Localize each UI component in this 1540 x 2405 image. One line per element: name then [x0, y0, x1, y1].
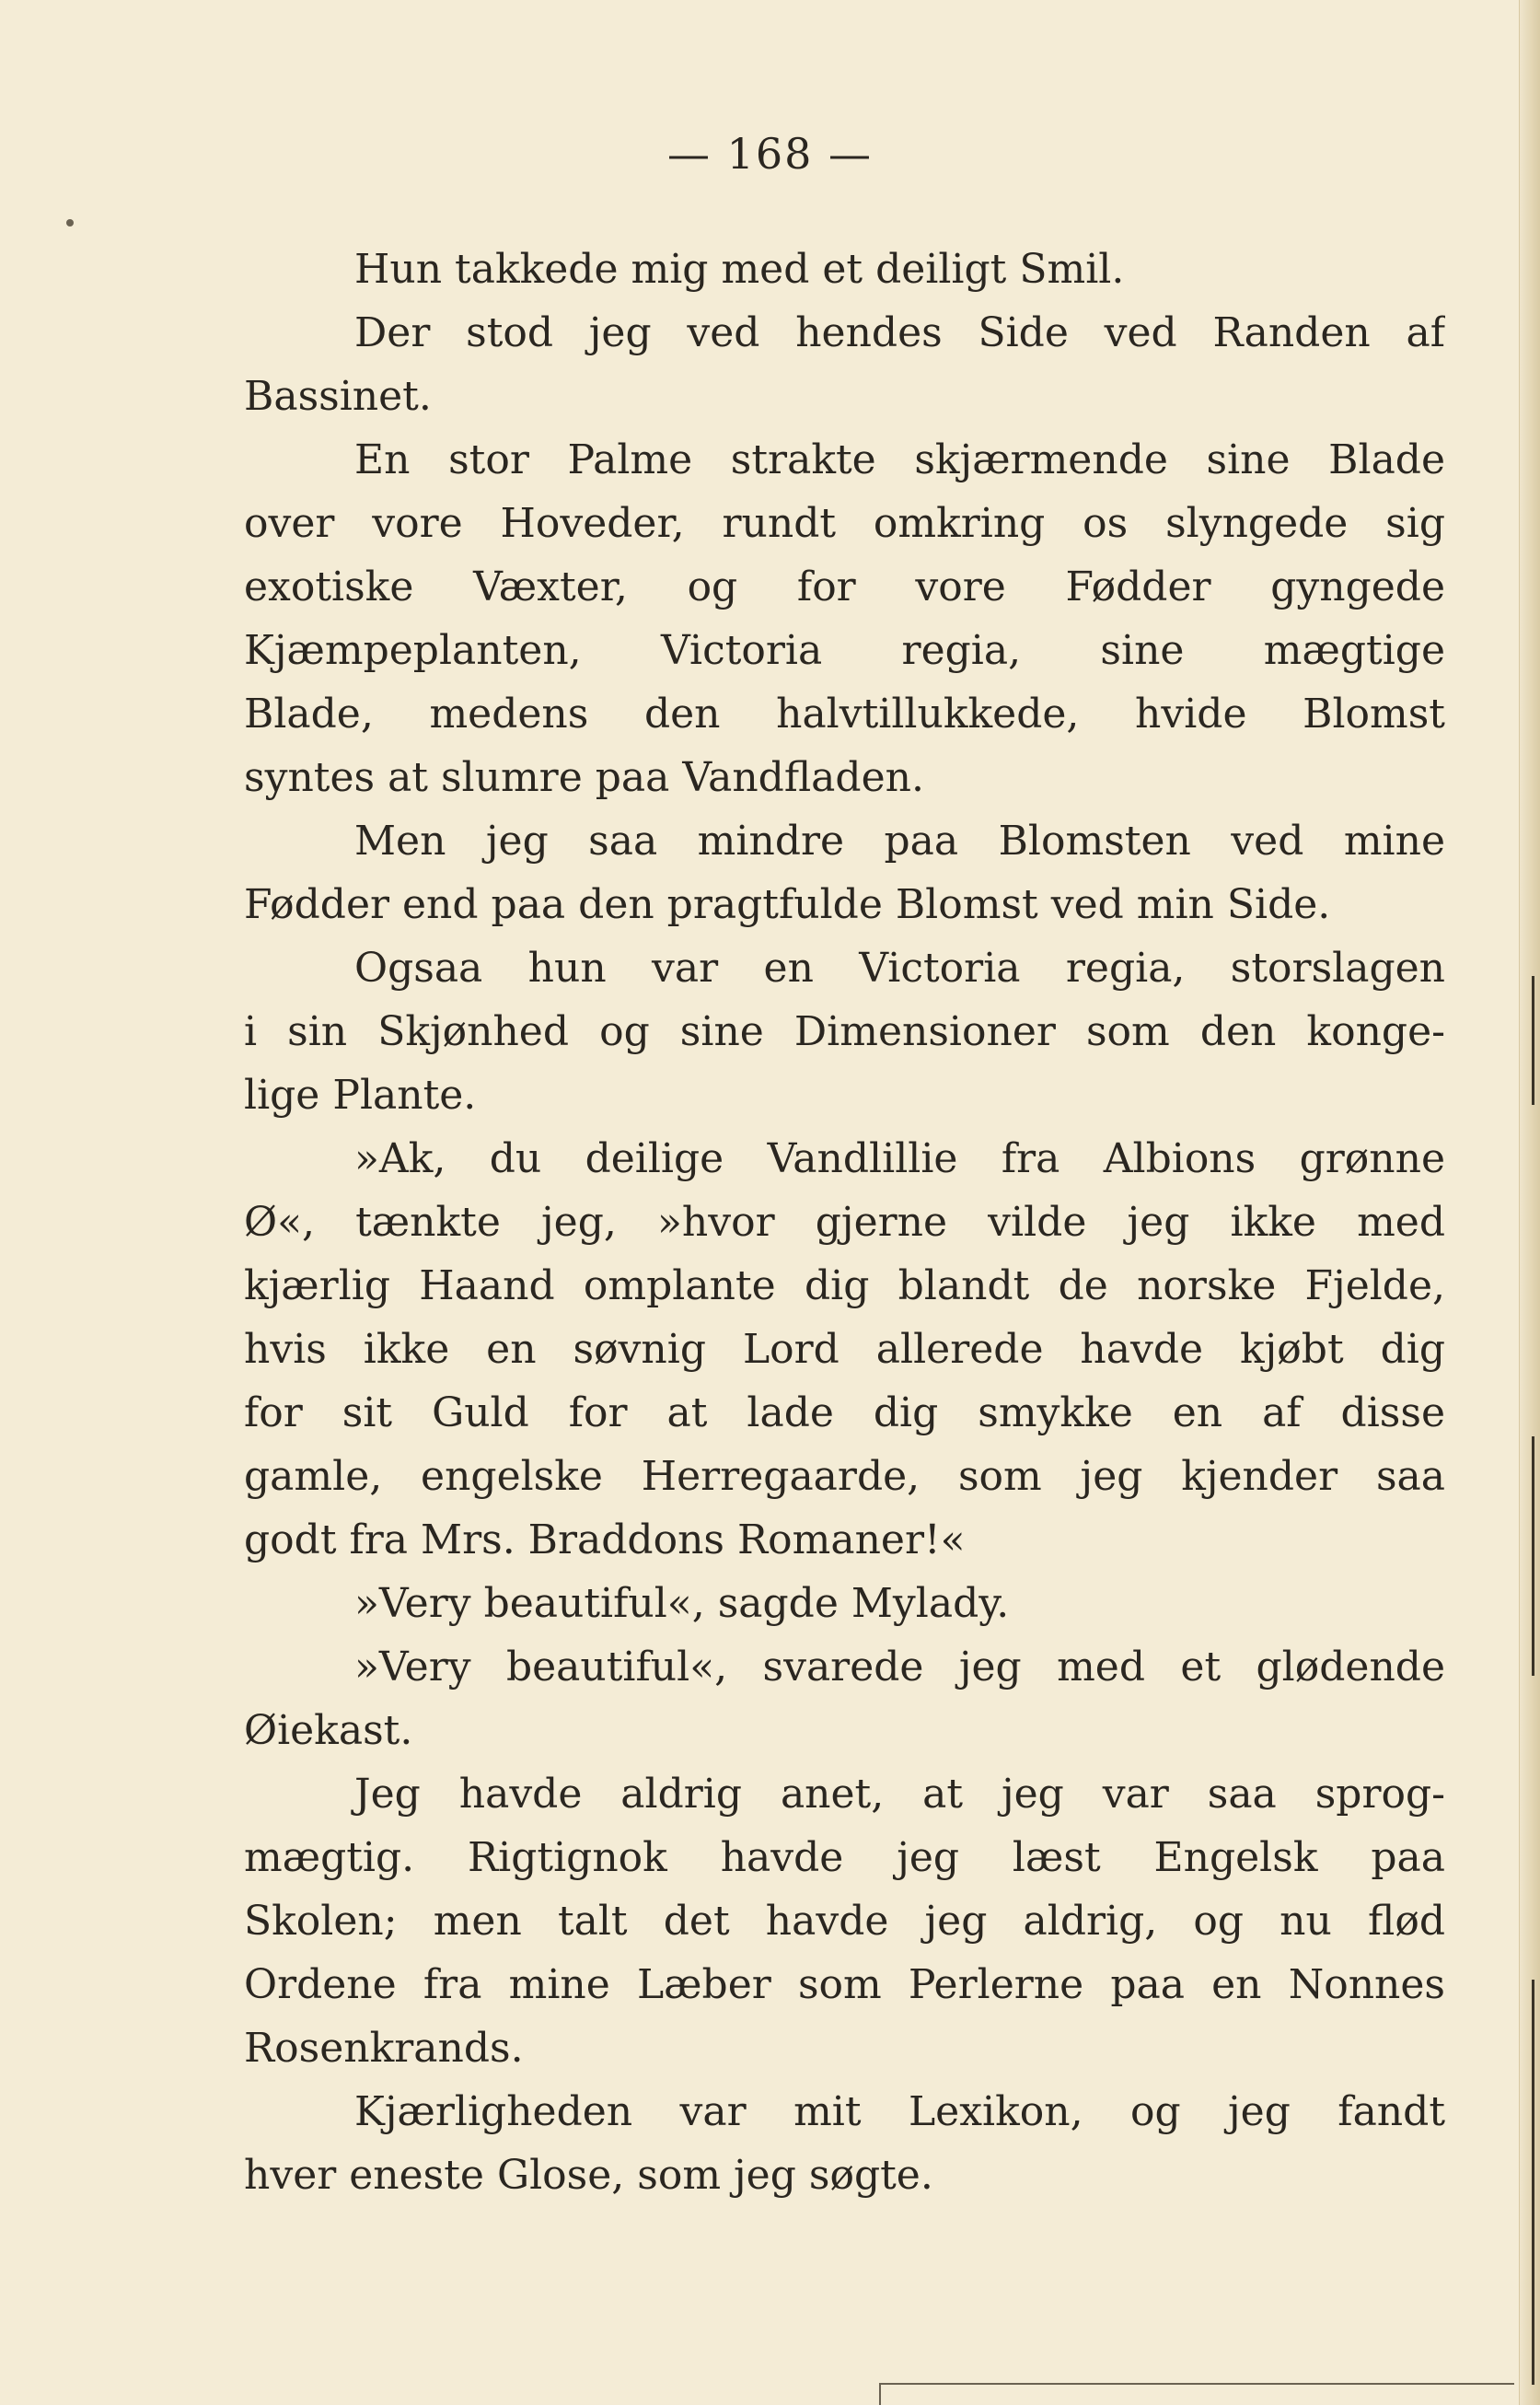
text-line: »Very beautiful«, svarede jeg med et glødende [354, 1644, 1445, 1690]
edge-mark [1532, 1436, 1534, 1676]
text-line: hver eneste Glose, som jeg søgte. [244, 2152, 933, 2199]
print-speck [66, 219, 74, 227]
text-line: kjærlig Haand omplante dig blandt de norske Fjelde, [244, 1262, 1445, 1309]
page-number: — 168 — [666, 129, 874, 179]
page-bottom-tick [879, 2383, 881, 2405]
text-line: hvis ikke en søvnig Lord allerede havde kjøbt dig [244, 1326, 1445, 1373]
page-bottom-rule [879, 2383, 1514, 2385]
text-line: Kjærligheden var mit Lexikon, og jeg fandt [354, 2088, 1445, 2135]
text-line: Der stod jeg ved hendes Side ved Randen af [354, 309, 1445, 356]
text-line: Bassinet. [244, 373, 432, 420]
text-line: Skolen; men talt det havde jeg aldrig, og nu flød [244, 1898, 1445, 1945]
text-line: Ø«, tænkte jeg, »hvor gjerne vilde jeg ikke med [244, 1199, 1445, 1246]
text-line: Hun takkede mig med et deiligt Smil. [354, 246, 1125, 293]
text-line: »Very beautiful«, sagde Mylady. [354, 1580, 1010, 1627]
text-line: Fødder end paa den pragtfulde Blomst ved min Side. [244, 881, 1331, 928]
text-line: »Ak, du deilige Vandlillie fra Albions grønne [354, 1135, 1445, 1182]
text-line: Ordene fra mine Læber som Perlerne paa en Nonnes [244, 1961, 1445, 2008]
text-line: syntes at slumre paa Vandfladen. [244, 754, 924, 801]
edge-mark [1532, 976, 1534, 1105]
text-line: Blade, medens den halvtillukkede, hvide Blomst [244, 691, 1445, 738]
page-edge [1519, 0, 1540, 2405]
text-line: for sit Guld for at lade dig smykke en af disse [244, 1389, 1445, 1436]
text-line: Rosenkrands. [244, 2025, 524, 2072]
text-line: Men jeg saa mindre paa Blomsten ved mine [354, 818, 1445, 865]
text-line: Kjæmpeplanten, Victoria regia, sine mægtige [244, 627, 1445, 674]
text-line: lige Plante. [244, 1072, 477, 1119]
text-line: mægtig. Rigtignok havde jeg læst Engelsk paa [244, 1834, 1445, 1881]
text-line: Jeg havde aldrig anet, at jeg var saa sprog- [354, 1771, 1445, 1818]
edge-mark [1532, 1980, 1534, 2385]
text-line: exotiske Væxter, og for vore Fødder gyngede [244, 563, 1445, 610]
text-line: godt fra Mrs. Braddons Romaner!« [244, 1516, 966, 1563]
text-line: gamle, engelske Herregaarde, som jeg kjender saa [244, 1453, 1445, 1500]
text-line: over vore Hoveder, rundt omkring os slyngede sig [244, 500, 1445, 547]
text-line: Øiekast. [244, 1707, 413, 1754]
text-line: i sin Skjønhed og sine Dimensioner som den konge- [244, 1008, 1445, 1055]
body-text [244, 238, 1445, 2207]
text-line: Ogsaa hun var en Victoria regia, storslagen [354, 945, 1445, 992]
text-line: En stor Palme strakte skjærmende sine Blade [354, 436, 1445, 483]
